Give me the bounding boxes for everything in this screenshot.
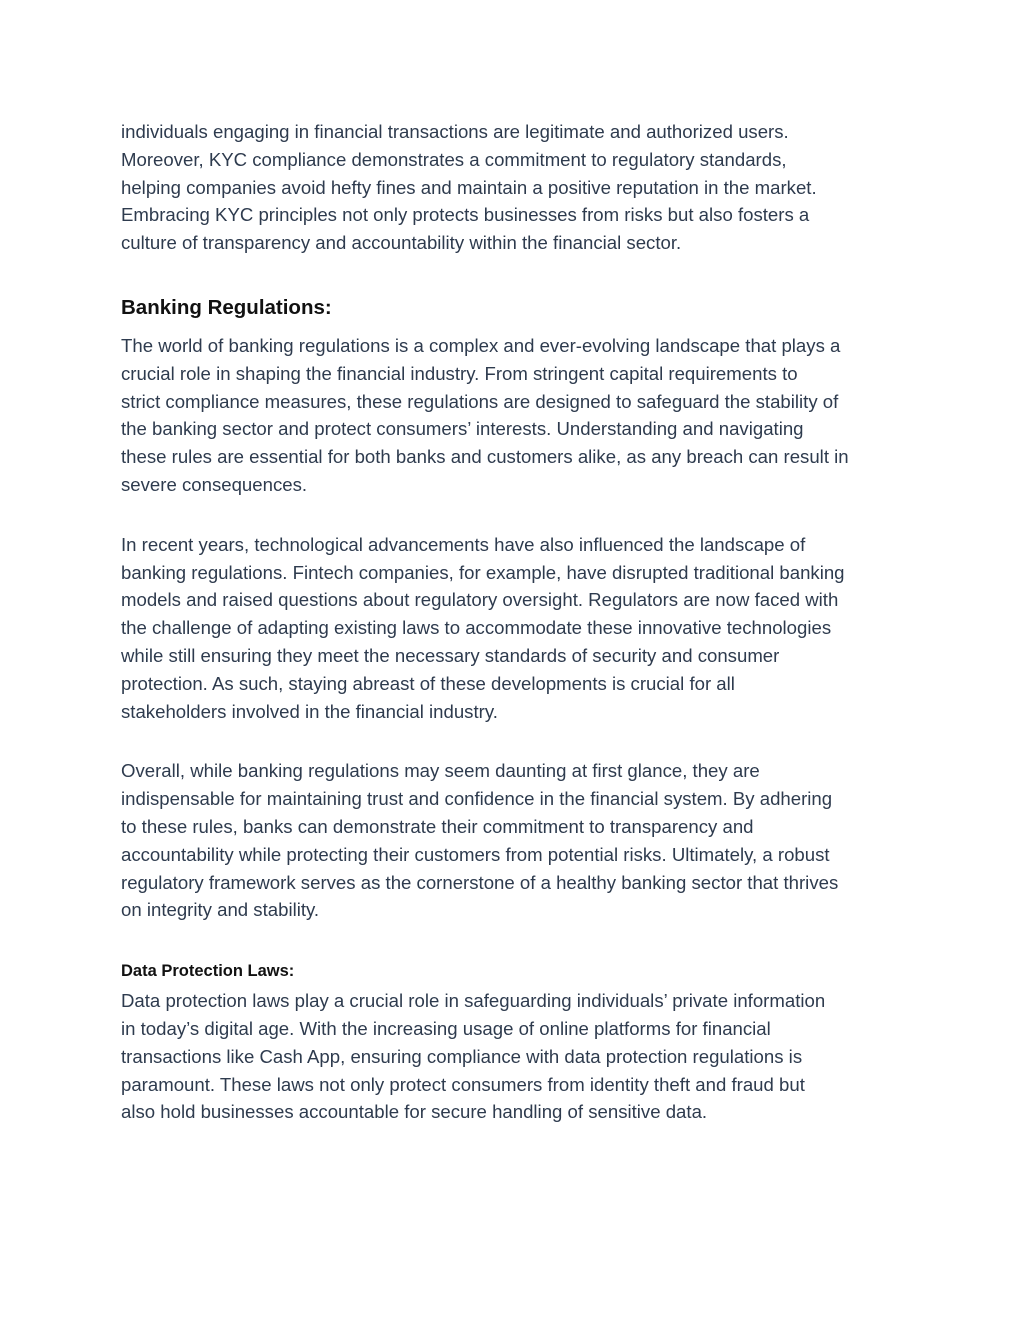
text-line: also hold businesses accountable for secure handling of sensitive data. [121,1101,708,1123]
text-line: these rules are essential for both banks and customers alike, as any breach can result in [121,446,849,468]
text-line: protection. As such, staying abreast of these developments is crucial for all [121,672,735,694]
text-line: severe consequences. [121,473,308,495]
text-line: the banking sector and protect consumers’ interests. Understanding and navigating [121,418,804,440]
text-line: while still ensuring they meet the necessary standards of security and consumer [121,644,780,666]
text-line: culture of transparency and accountability within the financial sector. [121,232,682,254]
banking-regulations-heading: Banking Regulations: [121,295,332,319]
data-protection-paragraph [121,987,911,1126]
text-line: regulatory framework serves as the cornerstone of a healthy banking sector that thrives [121,871,839,893]
text-line: crucial role in shaping the financial industry. From stringent capital requirements to [121,362,798,384]
banking-paragraph-3 [121,757,911,924]
text-line: accountability while protecting their customers from potential risks. Ultimately, a robust [121,843,830,865]
text-line: individuals engaging in financial transactions are legitimate and authorized users. [121,121,789,142]
text-line: Data protection laws play a crucial role in safeguarding individuals’ private information [121,990,826,1012]
text-line: Overall, while banking regulations may seem daunting at first glance, they are [121,760,760,782]
banking-paragraph-1 [121,332,911,499]
banking-paragraph-2 [121,531,911,726]
text-line: In recent years, technological advancements have also influenced the landscape of [121,533,806,555]
text-line: Embracing KYC principles not only protects businesses from risks but also fosters a [121,204,810,226]
text-line: transactions like Cash App, ensuring compliance with data protection regulations is [121,1045,803,1067]
text-line: stakeholders involved in the financial industry. [121,700,498,722]
data-protection-laws-heading: Data Protection Laws: [121,962,295,981]
text-line: paramount. These laws not only protect consumers from identity theft and fraud but [121,1073,805,1095]
text-line: Moreover, KYC compliance demonstrates a commitment to regulatory standards, [121,148,787,170]
text-line: helping companies avoid hefty fines and maintain a positive reputation in the market. [121,176,817,198]
text-line: on integrity and stability. [121,899,320,921]
text-line: to these rules, banks can demonstrate their commitment to transparency and [121,815,754,837]
text-line: indispensable for maintaining trust and confidence in the financial system. By adhering [121,788,833,810]
text-line: models and raised questions about regulatory oversight. Regulators are now faced with [121,589,839,611]
intro-paragraph [121,118,911,257]
text-line: in today’s digital age. With the increasing usage of online platforms for financial [121,1017,771,1039]
document-page [121,118,911,1126]
text-line: The world of banking regulations is a complex and ever-evolving landscape that plays a [121,334,841,356]
text-line: the challenge of adapting existing laws to accommodate these innovative technologies [121,617,832,639]
text-line: strict compliance measures, these regulations are designed to safeguard the stability of [121,390,839,412]
text-line: banking regulations. Fintech companies, for example, have disrupted traditional banking [121,561,845,583]
